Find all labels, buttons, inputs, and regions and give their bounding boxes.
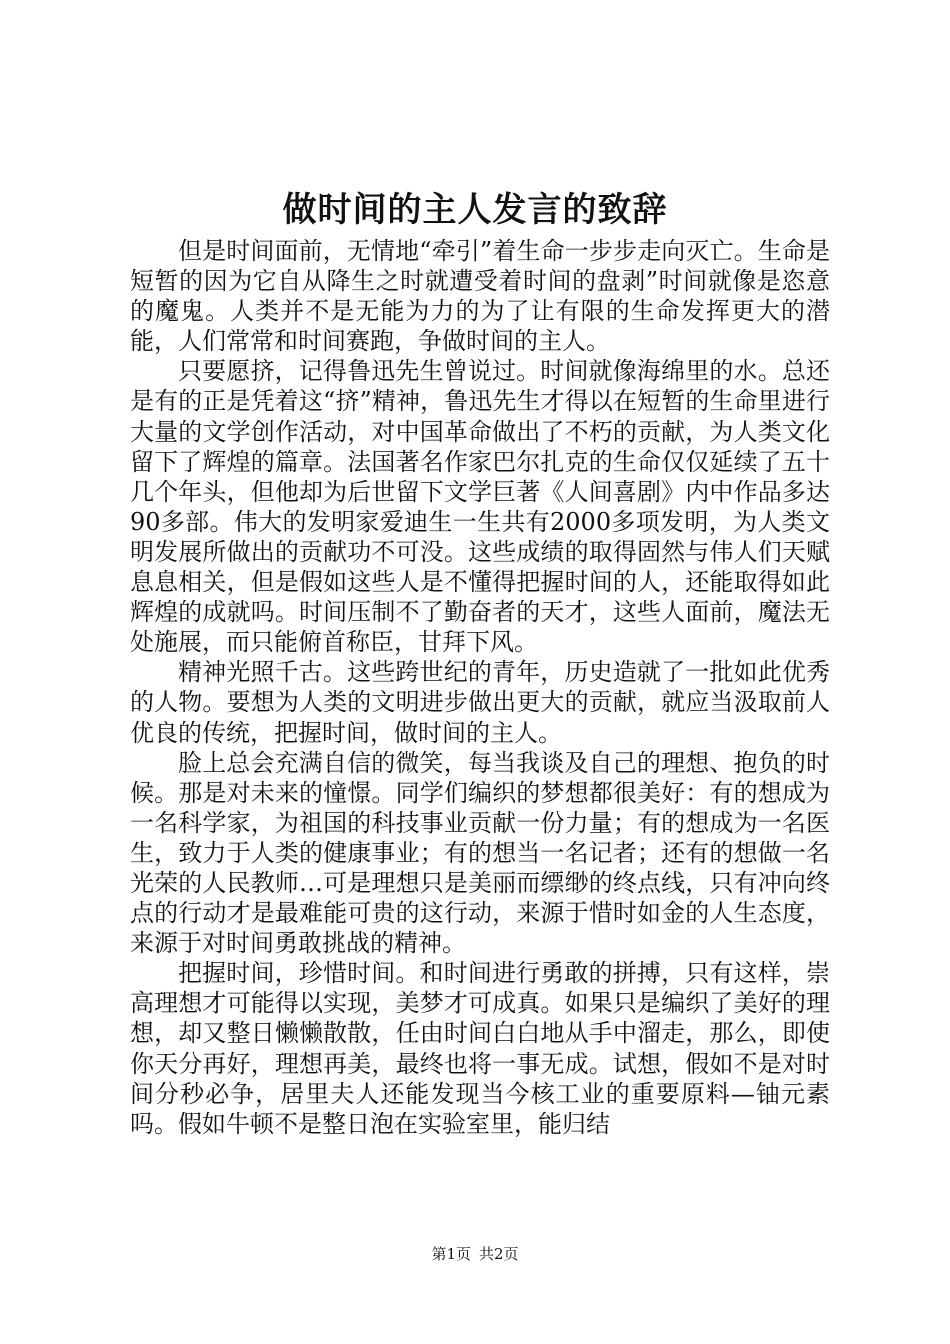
document-title: 做时间的主人发言的致辞 [282,190,668,230]
paragraph-1: 但是时间面前，无情地“牵引”着生命一步步走向灭亡。生命是短暂的因为它自从降生之时就遭受着时间的盘剥”时间就像是恣意的魔鬼。人类并不是无能为力的为了让有限的生命发挥更大的潜能，人们常常和时间赛跑，争做时间的主人。 [130,237,830,356]
document-body [130,236,830,1139]
paragraph-3: 精神光照千古。这些跨世纪的青年，历史造就了一批如此优秀的人物。要想为人类的文明进步做出更大的贡献，就应当汲取前人优良的传统，把握时间，做时间的主人。 [130,658,830,747]
page-footer [0,1244,950,1264]
paragraph-2: 只要愿挤，记得鲁迅先生曾说过。时间就像海绵里的水。总还是有的正是凭着这“挤”精神，鲁迅先生才得以在短暂的生命里进行大量的文学创作活动，对中国革命做出了不朽的贡献，为人类文化留下了辉煌的篇章。法国著名作家巴尔扎克的生命仅仅延续了五十几个年头，但他却为后世留下文学巨著《人间喜剧》内中作品多达90多部。伟大的发明家爱迪生一生共有2000多项发明，为人类文明发展所做出的贡献功不可没。这些成绩的取得固然与伟人们天赋息息相关，但是假如这些人是不懂得把握时间的人，还能取得如此辉煌的成就吗。时间压制不了勤奋者的天才，这些人面前，魔法无处施展，而只能俯首称臣，甘拜下风。 [130,357,830,657]
page-total: 共2页 [479,1245,519,1263]
paragraph-4: 脸上总会充满自信的微笑，每当我谈及自己的理想、抱负的时候。那是对未来的憧憬。同学们编织的梦想都很美好：有的想成为一名科学家，为祖国的科技事业贡献一份力量；有的想成为一名医生，致力于人类的健康事业；有的想当一名记者；还有的想做一名光荣的人民教师…可是理想只是美丽而缥缈的终点线，只有冲向终点的行动才是最难能可贵的这行动，来源于惜时如金的人生态度，来源于对时间勇敢挑战的精神。 [130,748,830,958]
page-number: 第1页 [431,1245,471,1263]
paragraph-5: 把握时间，珍惜时间。和时间进行勇敢的拼搏，只有这样，崇高理想才可能得以实现，美梦才可成真。如果只是编织了美好的理想，却又整日懒懒散散，任由时间白白地从手中溜走，那么，即使你天分再好，理想再美，最终也将一事无成。试想，假如不是对时间分秒必争，居里夫人还能发现当今核工业的重要原料—铀元素吗。假如牛顿不是整日泡在实验室里，能归结 [130,959,830,1138]
